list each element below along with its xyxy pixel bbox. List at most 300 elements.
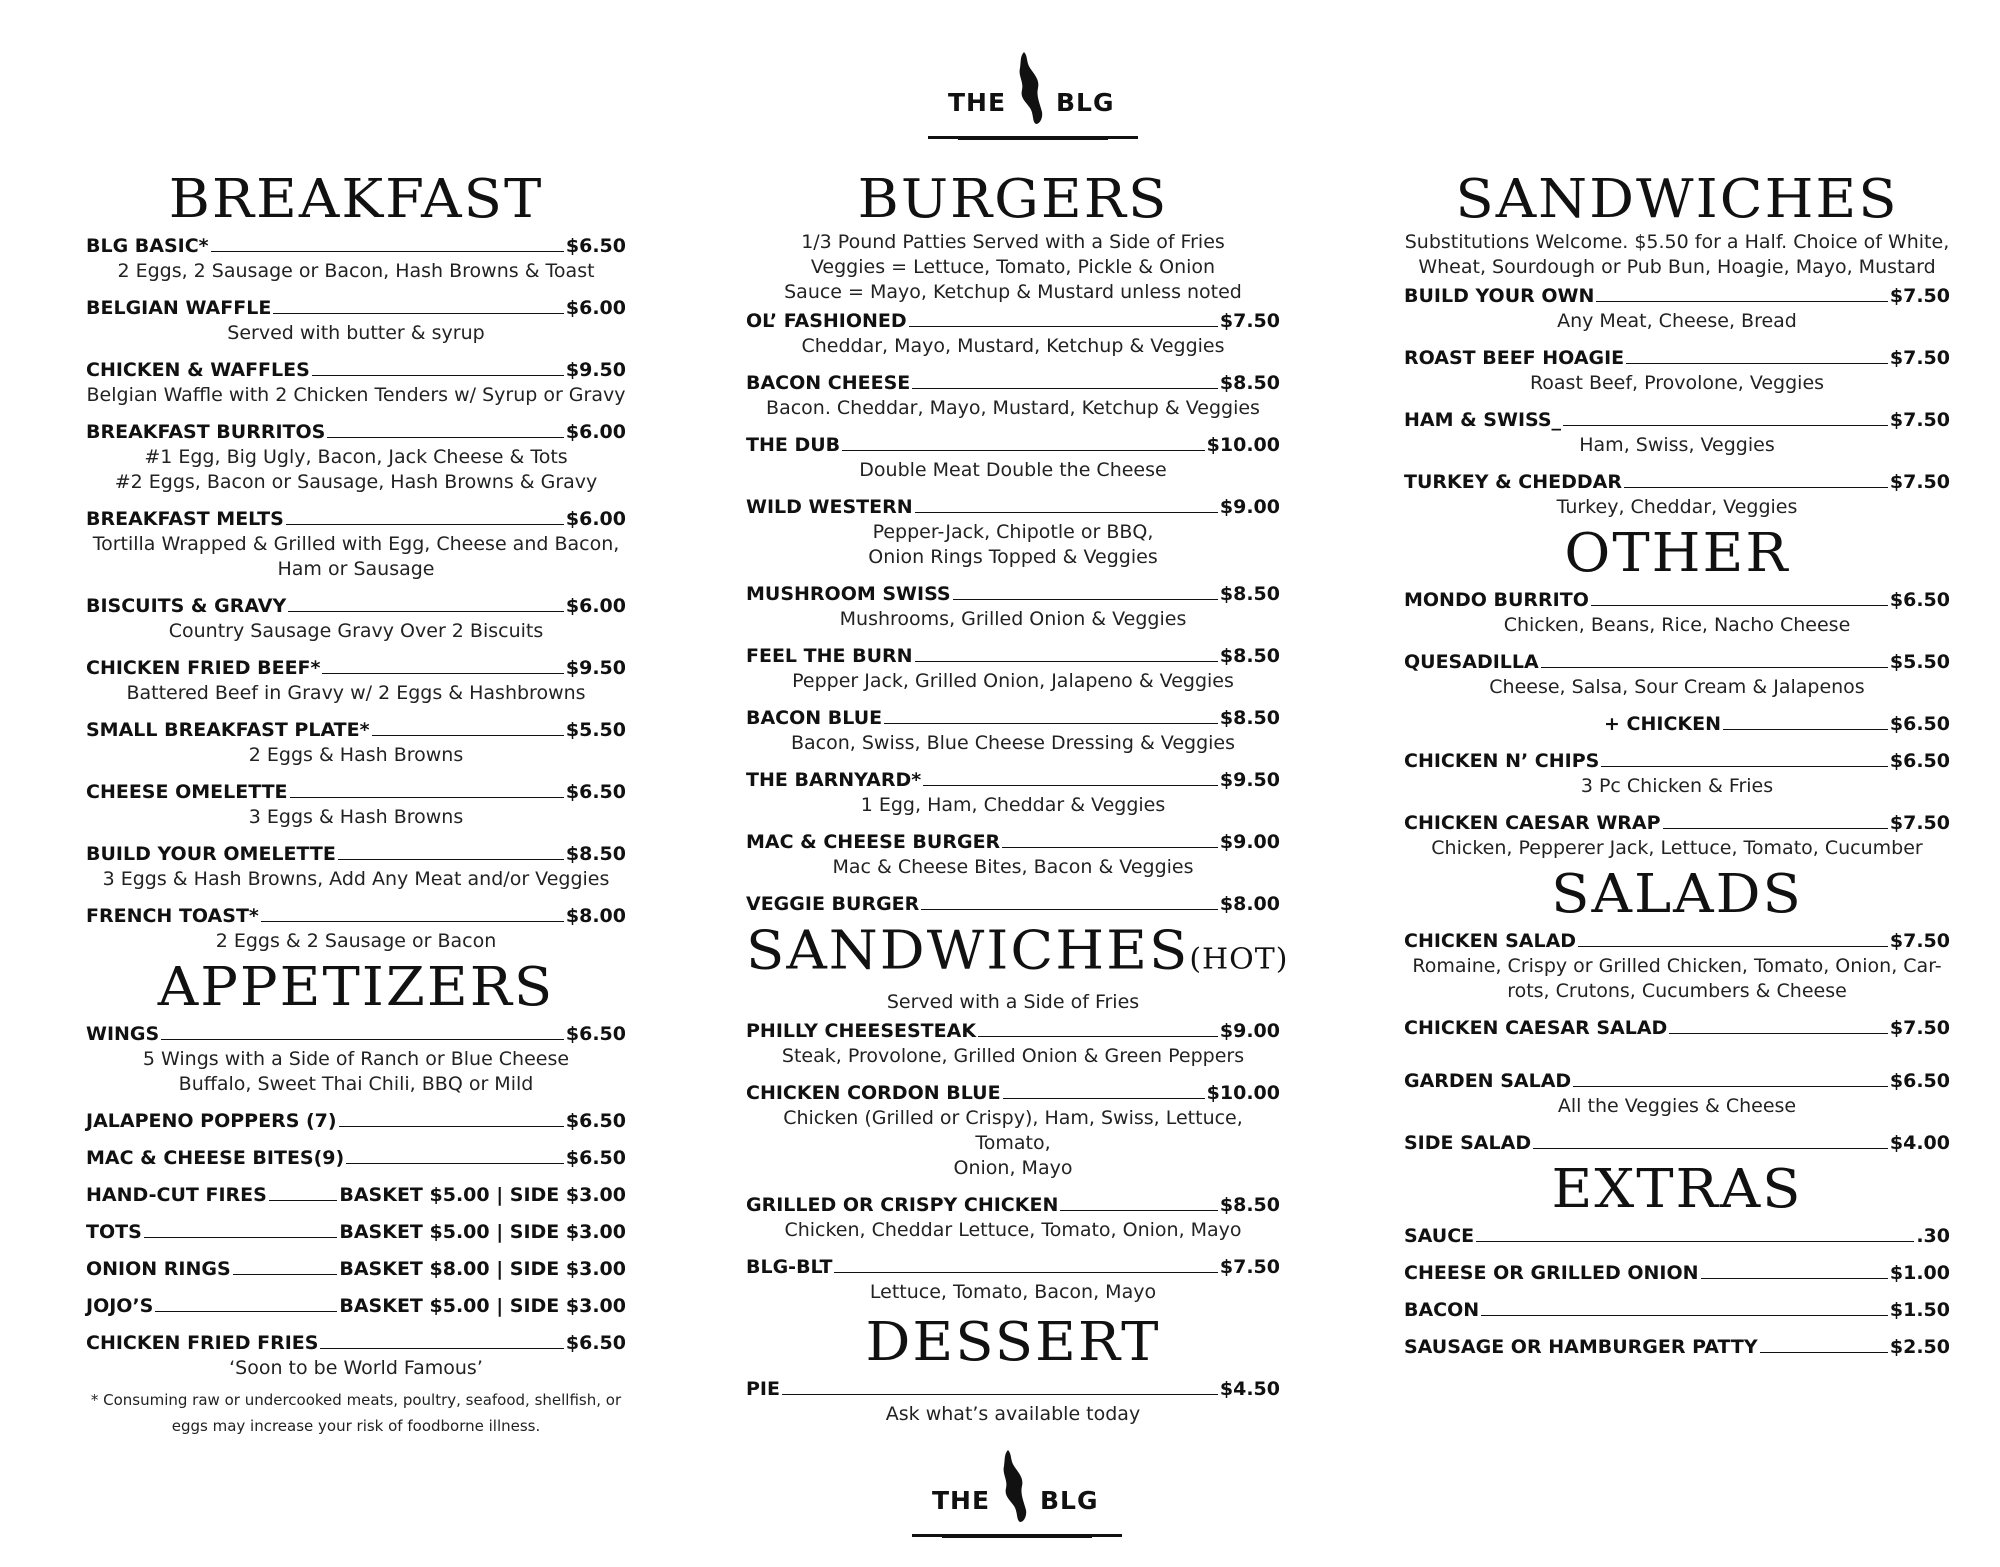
menu-item — [746, 1377, 1280, 1427]
leader-line — [915, 661, 1218, 662]
menu-item-price: $6.00 — [565, 595, 626, 617]
menu-item — [86, 1294, 626, 1319]
menu-item-line — [1404, 929, 1950, 954]
menu-item-line — [1404, 408, 1950, 433]
menu-item-name: BLG BASIC* — [86, 235, 209, 257]
menu-item-name: CHICKEN FRIED FRIES — [86, 1332, 319, 1354]
menu-item-price: $8.50 — [1219, 707, 1280, 729]
menu-item-line — [86, 1331, 626, 1356]
menu-item-price: $8.50 — [1219, 372, 1280, 394]
other-title: OTHER — [1564, 522, 1790, 585]
leader-line — [339, 1126, 564, 1127]
leader-line — [338, 859, 564, 860]
menu-item-line — [86, 904, 626, 929]
menu-item-name: ONION RINGS — [86, 1258, 231, 1280]
menu-item-line — [86, 656, 626, 681]
menu-item-description: ‘Soon to be World Famous’ — [229, 1357, 483, 1379]
leader-line — [1626, 363, 1888, 364]
menu-item-line — [1404, 1224, 1950, 1249]
menu-item-description: Any Meat, Cheese, Bread — [1557, 310, 1797, 332]
menu-item-description: Romaine, Crispy or Grilled Chicken, Tomato, Onion, Car- — [1412, 955, 1942, 977]
disclaimer — [86, 1387, 626, 1439]
menu-item-price: $4.50 — [1219, 1378, 1280, 1400]
menu-item-description: 3 Eggs & Hash Browns, Add Any Meat and/or Veggies — [102, 868, 610, 890]
menu-item-name: QUESADILLA — [1404, 651, 1539, 673]
menu-item-price: $7.50 — [1889, 347, 1950, 369]
leader-line — [312, 375, 564, 376]
menu-item-name: PHILLY CHEESESTEAK — [746, 1020, 977, 1042]
leader-line — [346, 1163, 564, 1164]
menu-item-line — [86, 1257, 626, 1282]
menu-item-line — [86, 1146, 626, 1171]
hot-sandwiches-title — [746, 919, 1289, 989]
menu-item-description: 2 Eggs & 2 Sausage or Bacon — [215, 930, 497, 952]
menu-item — [746, 1255, 1280, 1305]
hot-sandwiches-note: Served with a Side of Fries — [886, 991, 1140, 1013]
leader-line — [1624, 487, 1888, 488]
leader-line — [1669, 1033, 1888, 1034]
menu-item-line — [746, 1019, 1280, 1044]
menu-item-line — [746, 1255, 1280, 1280]
menu-item-description: 3 Pc Chicken & Fries — [1580, 775, 1774, 797]
menu-item-name: TURKEY & CHEDDAR — [1404, 471, 1622, 493]
menu-item-description: #1 Egg, Big Ugly, Bacon, Jack Cheese & Tots — [144, 446, 568, 468]
menu-item-price: $9.50 — [565, 657, 626, 679]
menu-item-name: CHICKEN N’ CHIPS — [1404, 750, 1600, 772]
menu-item-description: Cheese, Salsa, Sour Cream & Jalapenos — [1489, 676, 1865, 698]
menu-item-description: Ask what’s available today — [885, 1403, 1141, 1425]
menu-item-description-2: Buffalo, Sweet Thai Chili, BBQ or Mild — [178, 1073, 534, 1095]
menu-item-description: Mac & Cheese Bites, Bacon & Veggies — [832, 856, 1194, 878]
menu-item-price: $2.50 — [1889, 1336, 1950, 1358]
leader-line — [1476, 1241, 1914, 1242]
menu-item-description: Served with butter & syrup — [227, 322, 485, 344]
menu-item-price: $6.50 — [1889, 1070, 1950, 1092]
menu-item-line — [746, 582, 1280, 607]
leader-line — [834, 1272, 1217, 1273]
leader-line — [1663, 828, 1888, 829]
menu-item-description: Bacon, Swiss, Blue Cheese Dressing & Veggies — [790, 732, 1235, 754]
menu-item — [1404, 1224, 1950, 1249]
menu-item — [746, 830, 1280, 880]
top-logo — [928, 50, 1148, 140]
menu-item-line — [746, 1081, 1280, 1106]
menu-item — [1404, 1298, 1950, 1323]
menu-item-line — [86, 594, 626, 619]
menu-item-name: THE DUB — [746, 434, 841, 456]
menu-item-price: $7.50 — [1889, 812, 1950, 834]
burgers-title: BURGERS — [857, 168, 1169, 231]
salads-title: SALADS — [1551, 863, 1803, 926]
menu-item — [1404, 588, 1950, 638]
menu-item-description: 5 Wings with a Side of Ranch or Blue Cheese — [142, 1048, 570, 1070]
appetizers-list — [86, 1022, 626, 1381]
menu-item-description: Mushrooms, Grilled Onion & Veggies — [839, 608, 1187, 630]
menu-item-description: All the Veggies & Cheese — [1557, 1095, 1797, 1117]
leader-line — [1591, 605, 1888, 606]
menu-item-line — [1404, 1298, 1950, 1323]
menu-item-name: FRENCH TOAST* — [86, 905, 259, 927]
logo-word-left: THE — [948, 88, 1007, 117]
menu-item-name: WINGS — [86, 1023, 160, 1045]
menu-item-price: $6.50 — [1889, 750, 1950, 772]
menu-item-line — [1404, 1069, 1950, 1094]
menu-item-price: $9.00 — [1219, 496, 1280, 518]
disclaimer-line-2: eggs may increase your risk of foodborne illness. — [171, 1417, 541, 1435]
menu-item-description: Pepper Jack, Grilled Onion, Jalapeno & Veggies — [792, 670, 1234, 692]
menu-item-price: $7.50 — [1889, 409, 1950, 431]
leader-line — [288, 611, 564, 612]
menu-item-line — [86, 1220, 626, 1245]
menu-item-line — [86, 296, 626, 321]
menu-item-description: Ham, Swiss, Veggies — [1579, 434, 1775, 456]
logo-underline-thin — [942, 1537, 1092, 1538]
menu-item-price: $6.50 — [565, 781, 626, 803]
menu-item-price: $6.50 — [565, 1023, 626, 1045]
logo-word-left: THE — [932, 1486, 991, 1515]
menu-item — [86, 234, 626, 284]
menu-item-description: Chicken (Grilled or Crispy), Ham, Swiss, Lettuce, Tomato, — [783, 1107, 1243, 1154]
leader-line — [842, 450, 1205, 451]
menu-item-name: BACON CHEESE — [746, 372, 911, 394]
menu-item-line — [1404, 1335, 1950, 1360]
menu-item — [1404, 408, 1950, 458]
other-list — [1404, 588, 1950, 861]
menu-item-price: $8.50 — [1219, 1194, 1280, 1216]
menu-item-name: BACON — [1404, 1299, 1480, 1321]
menu-item-line — [746, 830, 1280, 855]
leader-line — [286, 524, 564, 525]
menu-item-line — [1404, 588, 1950, 613]
menu-item-price: $9.00 — [1219, 1020, 1280, 1042]
menu-item-description-2: Onion, Mayo — [953, 1157, 1073, 1179]
menu-item — [86, 1022, 626, 1097]
menu-item-price: $6.50 — [565, 1110, 626, 1132]
menu-item-price: $5.50 — [565, 719, 626, 741]
leader-line — [322, 673, 563, 674]
menu-item-line — [86, 842, 626, 867]
menu-item-name: GRILLED OR CRISPY CHICKEN — [746, 1194, 1059, 1216]
menu-item-line — [746, 706, 1280, 731]
menu-item-description: Lettuce, Tomato, Bacon, Mayo — [869, 1281, 1157, 1303]
menu-item-description-2: Ham or Sausage — [277, 558, 435, 580]
menu-item-price: BASKET $5.00 | SIDE $3.00 — [339, 1295, 626, 1317]
leader-line — [155, 1311, 337, 1312]
sandwiches-title: SANDWICHES — [1455, 168, 1899, 231]
menu-item — [86, 1331, 626, 1381]
menu-item-name: GARDEN SALAD — [1404, 1070, 1572, 1092]
bottom-logo — [912, 1448, 1132, 1538]
menu-item-name: PIE — [746, 1378, 780, 1400]
menu-item-line — [746, 644, 1280, 669]
menu-item-description: Country Sausage Gravy Over 2 Biscuits — [168, 620, 544, 642]
menu-item-price: $8.00 — [1219, 893, 1280, 915]
menu-item — [746, 371, 1280, 421]
menu-item — [746, 495, 1280, 570]
menu-item-name: FEEL THE BURN — [746, 645, 913, 667]
menu-item-name: CHICKEN CAESAR WRAP — [1404, 812, 1661, 834]
menu-item-name: BLG-BLT — [746, 1256, 833, 1278]
menu-item-line — [1404, 346, 1950, 371]
menu-item-description: Turkey, Cheddar, Veggies — [1556, 496, 1798, 518]
menu-item-line — [1404, 470, 1950, 495]
leader-line — [915, 512, 1218, 513]
leader-line — [1760, 1352, 1888, 1353]
menu-item-price: $9.00 — [1219, 831, 1280, 853]
menu-item-name: CHICKEN SALAD — [1404, 930, 1577, 952]
sandwiches-note-2: Wheat, Sourdough or Pub Bun, Hoagie, Mayo, Mustard — [1418, 256, 1936, 278]
menu-item-description: Cheddar, Mayo, Mustard, Ketchup & Veggies — [801, 335, 1225, 357]
menu-item — [1404, 712, 1950, 737]
menu-item-description: Roast Beef, Provolone, Veggies — [1529, 372, 1825, 394]
sandwiches-list — [1404, 284, 1950, 520]
menu-item-line — [1404, 1016, 1950, 1041]
menu-item — [1404, 470, 1950, 520]
menu-item-price: $6.00 — [565, 508, 626, 530]
menu-item — [1404, 650, 1950, 700]
menu-item-line — [86, 234, 626, 259]
menu-item — [86, 420, 626, 495]
logo-underline-thin — [958, 139, 1108, 140]
menu-item-price: $4.00 — [1889, 1132, 1950, 1154]
menu-item-price: $5.50 — [1889, 651, 1950, 673]
menu-item-line — [1404, 650, 1950, 675]
disclaimer-line-1: * Consuming raw or undercooked meats, poultry, seafood, shellfish, or — [90, 1391, 622, 1409]
leader-line — [1596, 301, 1888, 302]
menu-item-price: $6.50 — [565, 1147, 626, 1169]
menu-item — [746, 1081, 1280, 1181]
menu-item-price: $8.50 — [1219, 645, 1280, 667]
menu-item-description: 2 Eggs, 2 Sausage or Bacon, Hash Browns & Toast — [117, 260, 595, 282]
menu-item-line — [1404, 712, 1950, 737]
menu-item-name: HAND-CUT FIRES — [86, 1184, 267, 1206]
menu-item — [746, 433, 1280, 483]
leader-line — [233, 1274, 338, 1275]
menu-item-name: WILD WESTERN — [746, 496, 913, 518]
menu-item — [1404, 749, 1950, 799]
menu-item-price: $7.50 — [1889, 930, 1950, 952]
menu-item-line — [746, 768, 1280, 793]
menu-item-line — [746, 371, 1280, 396]
menu-item-line — [1404, 749, 1950, 774]
menu-item — [86, 1257, 626, 1282]
breakfast-title: BREAKFAST — [168, 168, 544, 231]
menu-item-price: $8.50 — [565, 843, 626, 865]
menu-item-name: SIDE SALAD — [1404, 1132, 1532, 1154]
menu-item-line — [1404, 1261, 1950, 1286]
menu-item-name: BISCUITS & GRAVY — [86, 595, 287, 617]
menu-item-name: SMALL BREAKFAST PLATE* — [86, 719, 370, 741]
leader-line — [921, 909, 1218, 910]
menu-item-line — [86, 1022, 626, 1047]
extras-list — [1404, 1224, 1950, 1360]
leader-line — [1003, 1098, 1205, 1099]
menu-item — [86, 656, 626, 706]
dessert-list — [746, 1377, 1280, 1427]
menu-item-price: $1.50 — [1889, 1299, 1950, 1321]
salads-list — [1404, 929, 1950, 1156]
leader-line — [1002, 847, 1218, 848]
menu-item-line — [746, 1377, 1280, 1402]
menu-item — [1404, 1335, 1950, 1360]
menu-item-price: $1.00 — [1889, 1262, 1950, 1284]
menu-item-price: BASKET $8.00 | SIDE $3.00 — [339, 1258, 626, 1280]
menu-item-name: MUSHROOM SWISS — [746, 583, 951, 605]
leader-line — [1563, 425, 1888, 426]
leader-line — [269, 1200, 338, 1201]
menu-item — [746, 644, 1280, 694]
menu-item — [746, 892, 1280, 917]
leader-line — [912, 388, 1218, 389]
menu-item-price: $10.00 — [1206, 434, 1280, 456]
menu-item-line — [86, 420, 626, 445]
menu-item-name: BUILD YOUR OWN — [1404, 285, 1595, 307]
breakfast-list — [86, 234, 626, 954]
menu-item — [1404, 346, 1950, 396]
hot-sandwiches-list — [746, 1019, 1280, 1305]
logo-word-right: BLG — [1056, 88, 1115, 117]
menu-item-name: CHICKEN CAESAR SALAD — [1404, 1017, 1668, 1039]
appetizers-title: APPETIZERS — [157, 956, 555, 1019]
menu-item-name: CHICKEN FRIED BEEF* — [86, 657, 321, 679]
leader-line — [884, 723, 1218, 724]
menu-item-line — [746, 495, 1280, 520]
menu-item-line — [746, 892, 1280, 917]
menu-item-price: $6.50 — [1889, 589, 1950, 611]
hot-sandwiches-title-main: SANDWICHES — [746, 919, 1190, 982]
menu-item-line — [86, 780, 626, 805]
leader-line — [953, 599, 1218, 600]
leader-line — [1601, 766, 1888, 767]
menu-item-description: Belgian Waffle with 2 Chicken Tenders w/ Syrup or Gravy — [86, 384, 626, 406]
leader-line — [261, 921, 564, 922]
menu-item-price: $6.50 — [1889, 713, 1950, 735]
menu-item — [1404, 284, 1950, 334]
menu-item — [1404, 929, 1950, 1004]
leader-line — [1533, 1148, 1888, 1149]
sandwiches-note-1: Substitutions Welcome. $5.50 for a Half. Choice of White, — [1404, 231, 1950, 253]
menu-item-price: $6.50 — [565, 235, 626, 257]
menu-item — [86, 718, 626, 768]
menu-item-description-2: rots, Crutons, Cucumbers & Cheese — [1507, 980, 1847, 1002]
menu-item-line — [86, 507, 626, 532]
menu-item-price: $9.50 — [565, 359, 626, 381]
menu-item-price: $6.00 — [565, 297, 626, 319]
leader-line — [290, 797, 564, 798]
menu-item-name: MAC & CHEESE BITES(9) — [86, 1147, 345, 1169]
menu-item-line — [86, 1294, 626, 1319]
menu-item-name: BELGIAN WAFFLE — [86, 297, 272, 319]
menu-item-price: .30 — [1916, 1225, 1950, 1247]
dessert-title: DESSERT — [865, 1311, 1161, 1374]
leader-line — [1578, 946, 1888, 947]
leader-line — [211, 251, 564, 252]
right-column — [1404, 170, 1950, 1360]
menu-item-name: OL’ FASHIONED — [746, 310, 907, 332]
menu-item-line — [1404, 1131, 1950, 1156]
menu-item-price: $7.50 — [1219, 1256, 1280, 1278]
hot-sandwiches-title-suffix: (HOT) — [1189, 942, 1289, 976]
lake-shape-icon — [1010, 50, 1050, 126]
menu-item-price: $9.50 — [1219, 769, 1280, 791]
menu-item — [86, 296, 626, 346]
burgers-list — [746, 309, 1280, 917]
menu-item-line — [1404, 284, 1950, 309]
menu-item-description: Bacon. Cheddar, Mayo, Mustard, Ketchup & Veggies — [766, 397, 1260, 419]
menu-item-description: 3 Eggs & Hash Browns — [248, 806, 464, 828]
menu-item-description: Pepper-Jack, Chipotle or BBQ, — [872, 521, 1154, 543]
menu-item-name: BREAKFAST MELTS — [86, 508, 284, 530]
menu-item — [86, 1109, 626, 1134]
leader-line — [273, 313, 564, 314]
leader-line — [372, 735, 564, 736]
leader-line — [909, 326, 1218, 327]
leader-line — [1060, 1210, 1218, 1211]
leader-line — [327, 437, 564, 438]
menu-item-price: $7.50 — [1889, 1017, 1950, 1039]
menu-item-line — [1404, 811, 1950, 836]
menu-item-name: BUILD YOUR OMELETTE — [86, 843, 336, 865]
menu-item — [746, 1193, 1280, 1243]
menu-item — [86, 594, 626, 644]
menu-item-price: $8.00 — [565, 905, 626, 927]
menu-item-description: Chicken, Pepperer Jack, Lettuce, Tomato, Cucumber — [1431, 837, 1923, 859]
menu-item-name: MONDO BURRITO — [1404, 589, 1589, 611]
menu-item-name: CHICKEN & WAFFLES — [86, 359, 310, 381]
menu-item — [86, 904, 626, 954]
menu-item — [746, 1019, 1280, 1069]
menu-item — [746, 768, 1280, 818]
menu-item-name: BREAKFAST BURRITOS — [86, 421, 326, 443]
leader-line — [1481, 1315, 1888, 1316]
menu-item — [86, 358, 626, 408]
middle-column — [746, 168, 1289, 1427]
leader-line — [161, 1039, 564, 1040]
menu-item-price: $10.00 — [1206, 1082, 1280, 1104]
leader-line — [782, 1394, 1218, 1395]
menu-item-description: Chicken, Cheddar Lettuce, Tomato, Onion, Mayo — [784, 1219, 1242, 1241]
menu-item-price: BASKET $5.00 | SIDE $3.00 — [339, 1184, 626, 1206]
menu-item-name: BACON BLUE — [746, 707, 883, 729]
menu-item — [86, 1183, 626, 1208]
leader-line — [923, 785, 1218, 786]
menu-item-name: CHEESE OR GRILLED ONION — [1404, 1262, 1699, 1284]
menu-item-price: $6.50 — [565, 1332, 626, 1354]
leader-line — [978, 1036, 1218, 1037]
menu-item-line — [746, 1193, 1280, 1218]
menu-item — [746, 706, 1280, 756]
menu-item-line — [86, 358, 626, 383]
logo-word-right: BLG — [1040, 1486, 1099, 1515]
leader-line — [1723, 729, 1888, 730]
menu-item — [1404, 1069, 1950, 1119]
menu-item-name: VEGGIE BURGER — [746, 893, 920, 915]
menu-item — [1404, 1131, 1950, 1156]
menu-item-price: BASKET $5.00 | SIDE $3.00 — [339, 1221, 626, 1243]
menu-item-name: MAC & CHEESE BURGER — [746, 831, 1001, 853]
menu-item-name: + CHICKEN — [1604, 713, 1721, 735]
menu-item-line — [86, 1109, 626, 1134]
menu-item-description: Double Meat Double the Cheese — [859, 459, 1167, 481]
menu-item-line — [86, 718, 626, 743]
menu-item-name: SAUCE — [1404, 1225, 1475, 1247]
menu-item-description: Steak, Provolone, Grilled Onion & Green Peppers — [781, 1045, 1245, 1067]
leader-line — [144, 1237, 338, 1238]
burgers-note-2: Veggies = Lettuce, Tomato, Pickle & Onion — [810, 256, 1216, 278]
menu-item — [1404, 1016, 1950, 1041]
menu-item-description: 1 Egg, Ham, Cheddar & Veggies — [860, 794, 1166, 816]
menu-item-description-2: Onion Rings Topped & Veggies — [868, 546, 1158, 568]
